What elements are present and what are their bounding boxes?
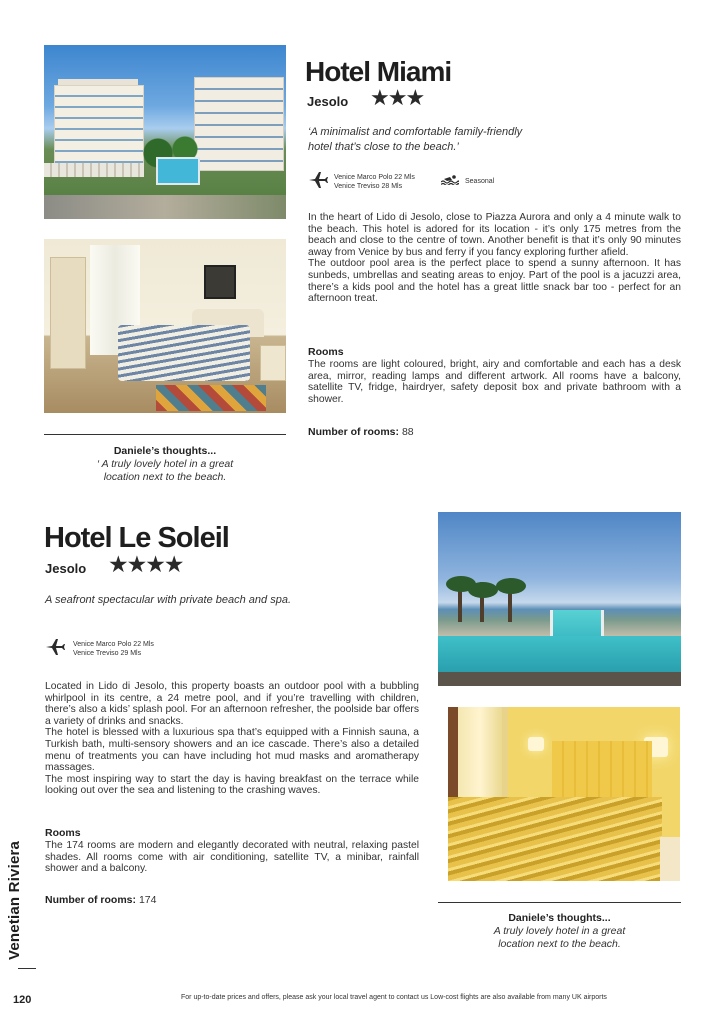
hotel-le-soleil-location: Jesolo bbox=[45, 561, 87, 576]
divider bbox=[18, 968, 36, 969]
hotel-miami-exterior-photo bbox=[44, 45, 286, 219]
hotel-miami-tagline: ‘A minimalist and comfortable family-friendly hotel that’s close to the beach.’ bbox=[308, 126, 523, 153]
hotel-le-soleil-room-photo bbox=[448, 707, 680, 881]
hotel-le-soleil-stars: ★★★★ bbox=[108, 551, 183, 577]
swimming-icon bbox=[441, 175, 459, 185]
hotel-miami-rooms-count: Number of rooms: 88 bbox=[308, 426, 414, 438]
hotel-le-soleil-rooms-text: The 174 rooms are modern and elegantly decorated with neutral, relaxing pastel shades. All rooms come with air conditioning, satellite TV, a minibar, rainfall shower and a balcony. bbox=[45, 840, 419, 875]
hotel-le-soleil-airports: Venice Marco Polo 22 Mls Venice Treviso 29 Mls bbox=[73, 641, 154, 657]
hotel-le-soleil-tagline: A seafront spectacular with private beach and spa. bbox=[45, 594, 292, 606]
hotel-le-soleil-rooms-count: Number of rooms: 174 bbox=[45, 894, 157, 906]
hotel-miami-stars: ★★★ bbox=[370, 85, 424, 110]
hotel-le-soleil-rooms-heading: Rooms bbox=[45, 827, 81, 839]
hotel-miami-description bbox=[308, 212, 681, 305]
plane-icon bbox=[308, 171, 328, 189]
footer-note: For up-to-date prices and offers, please ask your local travel agent to contact us Low-cost flights are also available from many UK airports bbox=[181, 994, 607, 1001]
plane-icon bbox=[45, 638, 65, 656]
hotel-miami-pool-label: Seasonal bbox=[465, 178, 495, 185]
divider bbox=[44, 434, 286, 435]
hotel-le-soleil-thoughts: Daniele’s thoughts... A truly lovely hotel in a great location next to the beach. bbox=[493, 912, 626, 950]
page-number: 120 bbox=[13, 994, 32, 1006]
hotel-le-soleil-para-3: The most inspiring way to start the day is having breakfast on the terrace while looking out over the sea and listening to the crashing waves. bbox=[45, 773, 419, 797]
hotel-miami-rooms-heading: Rooms bbox=[308, 346, 344, 358]
hotel-le-soleil-title: Hotel Le Soleil bbox=[44, 522, 229, 554]
hotel-miami-para-2: The outdoor pool area is the perfect place to spend a sunny afternoon. It has sunbeds, umbrellas and seating areas to enjoy. Part of the pool is a jacuzzi area, there’s a kids pool and the hotel has a great little snack bar too - perfect for an afternoon treat. bbox=[308, 258, 681, 305]
hotel-miami-thoughts: Daniele’s thoughts... ‘ A truly lovely hotel in a great location next to the beach. bbox=[96, 445, 234, 483]
hotel-le-soleil-pool-photo bbox=[438, 512, 681, 686]
hotel-miami-rooms-text: The rooms are light coloured, bright, airy and comfortable and each has a desk area, mirror, reading lamps and different artwork. All rooms have a balcony, satellite TV, fridge, hairdryer, safety deposit box and private bathroom with a shower. bbox=[308, 359, 681, 405]
hotel-miami-title: Hotel Miami bbox=[305, 56, 452, 87]
hotel-le-soleil-para-1: Located in Lido di Jesolo, this property boasts an outdoor pool with a bubbling whirlpool in its centre, a 24 metre pool, and if you’re travelling with children, there’s also a kids’ splash pool. For an afternoon refresher, the poolside bar offers a variety of drinks and snacks. bbox=[45, 681, 419, 727]
section-label: Venetian Riviera bbox=[6, 840, 23, 960]
hotel-miami-location: Jesolo bbox=[307, 94, 349, 109]
hotel-miami-room-photo bbox=[44, 239, 286, 413]
hotel-miami-airports: Venice Marco Polo 22 Mls Venice Treviso 28 Mls bbox=[334, 174, 415, 190]
hotel-le-soleil-description bbox=[45, 681, 419, 797]
hotel-miami-para-1: In the heart of Lido di Jesolo, close to Piazza Aurora and only a 4 minute walk to the beach. This hotel is adored for its location - it’s only 175 metres from the beach and close to the centre of town. Another benefit is that it’s only 90 minutes away from Venice by bus and ferry if you fancy exploring further afield. bbox=[308, 212, 681, 258]
hotel-le-soleil-para-2: The hotel is blessed with a luxurious spa that’s equipped with a Finnish sauna, a Turkish bath, multi-sensory showers and an ice cascade. There’s also a detailed menu of treatments you can have including hot mud masks and aromatherapy massages. bbox=[45, 727, 419, 774]
divider bbox=[438, 902, 681, 903]
